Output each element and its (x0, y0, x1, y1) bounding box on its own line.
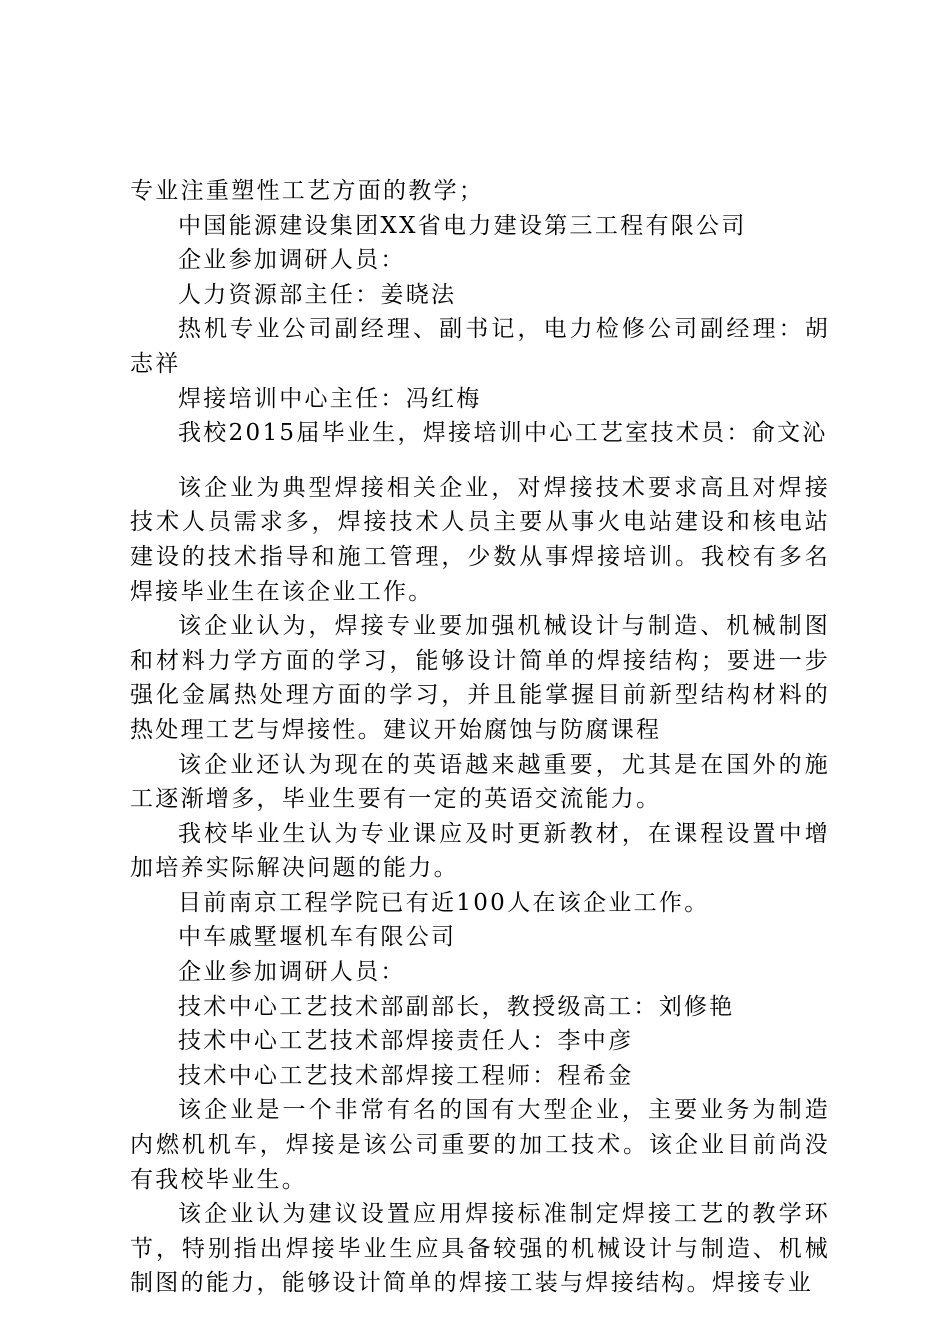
paragraph: 技术中心工艺技术部焊接工程师：程希金 (178, 1062, 634, 1089)
paragraph: 技术中心工艺技术部副部长，教授级高工：刘修艳 (178, 993, 735, 1020)
paragraph: 技术中心工艺技术部焊接责任人：李中彦 (178, 1028, 634, 1055)
paragraph: 中车戚墅堰机车有限公司 (178, 924, 457, 951)
paragraph: 该企业认为建议设置应用焊接标准制定焊接工艺的教学环节，特别指出焊接毕业生应具备较强的机械设计与制造、机械制图的能力，能够设计简单的焊接工装与焊接结构。焊接专业 (130, 1201, 830, 1297)
paragraph: 目前南京工程学院已有近100人在该企业工作。 (178, 889, 710, 916)
paragraph: 该企业为典型焊接相关企业，对焊接技术要求高且对焊接技术人员需求多，焊接技术人员主要从事火电站建设和核电站建设的技术指导和施工管理，少数从事焊接培训。我校有多名焊接毕业生在该企业工作。 (130, 474, 830, 605)
paragraph: 焊接培训中心主任：冯红梅 (178, 385, 482, 412)
paragraph-gap (130, 451, 830, 471)
paragraph: 我校2015届毕业生，焊接培训中心工艺室技术员：俞文沁 (178, 420, 828, 447)
paragraph: 中国能源建设集团XX省电力建设第三工程有限公司 (178, 212, 747, 239)
paragraph: 企业参加调研人员： (178, 247, 406, 274)
paragraph: 该企业是一个非常有名的国有大型企业，主要业务为制造内燃机机车，焊接是该公司重要的加工技术。该企业目前尚没有我校毕业生。 (130, 1097, 830, 1193)
paragraph: 该企业还认为现在的英语越来越重要，尤其是在国外的施工逐渐增多，毕业生要有一定的英语交流能力。 (130, 751, 830, 813)
paragraph: 企业参加调研人员： (178, 959, 406, 986)
paragraph: 热机专业公司副经理、副书记，电力检修公司副经理：胡志祥 (130, 316, 830, 377)
paragraph: 专业注重塑性工艺方面的教学； (130, 178, 485, 204)
paragraph: 人力资源部主任：姜晓法 (178, 281, 457, 308)
paragraph: 我校毕业生认为专业课应及时更新教材，在课程设置中增加培养实际解决问题的能力。 (130, 820, 830, 882)
paragraph: 该企业认为，焊接专业要加强机械设计与制造、机械制图和材料力学方面的学习，能够设计简单的焊接结构；要进一步强化金属热处理方面的学习，并且能掌握目前新型结构材料的热处理工艺与焊接性。建议开始腐蚀与防腐课程 (130, 613, 830, 743)
document-body (130, 174, 830, 1301)
